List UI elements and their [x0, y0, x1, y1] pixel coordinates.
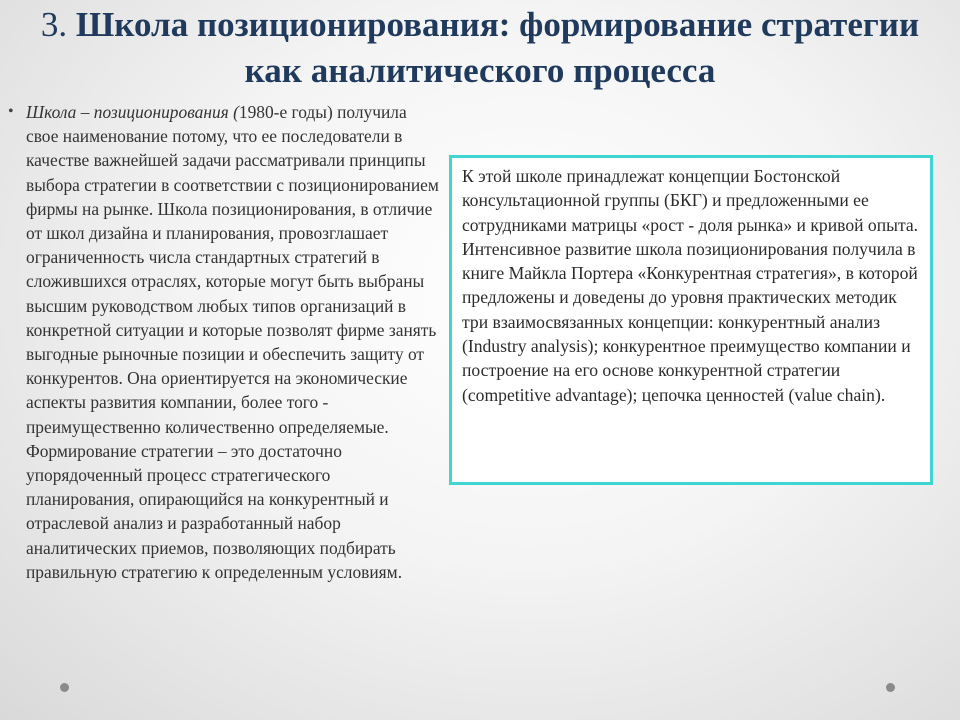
slide-title-text: Школа позиционирования: формирование стратегии как аналитического процесса — [75, 5, 920, 90]
bullet-marker: • — [8, 103, 14, 120]
left-paragraph-body: 1980-е годы) получила свое наименование потому, что ее последователи в качестве важнейшей задачи рассматривали принципы выбора стратегии в соответствии с позиционированием фирмы на рынке. Школа позиционирования, в отличие от школ дизайна и планирования, провозглашает ограниченность числа стандартных стратегий в сложившихся отраслях, которые могут быть выбраны высшим руководством любых типов организаций в конкретной ситуации и которые позволят фирме занять выгодные рыночные позиции и обеспечить защиту от конкурентов. Она ориентируется на экономические аспекты развития компании, более того - преимущественно количественно определяемые. Формирование стратегии – это достаточно упорядоченный процесс стратегического планирования, опирающийся на конкурентный и отраслевой анализ и разработанный набор аналитических приемов, позволяющих подбирать правильную стратегию к определенным условиям. — [26, 102, 439, 582]
left-paragraph-italic: Школа – позиционирования ( — [26, 102, 239, 122]
decorative-dot-left — [60, 683, 69, 692]
highlight-box-text: К этой школе принадлежат концепции Бостонской консультационной группы (БКГ) и предложенными ее сотрудниками матрицы «рост - доля рынка» и кривой опыта. Интенсивное развитие школа позиционирования получила в книге Майкла Портера «Конкурентная стратегия», в которой предложены и доведены до уровня практических методик три взаимосвязанных концепции: конкурентный анализ (Industry analysis); конкурентное преимущество компании и построение на его основе конкурентной стратегии (competitive advantage); цепочка ценностей (value chain). — [462, 166, 919, 405]
slide-title — [30, 2, 930, 94]
left-paragraph — [26, 100, 440, 584]
highlight-box — [449, 155, 933, 485]
slide-title-number: 3. — [40, 5, 68, 44]
decorative-dot-right — [886, 683, 895, 692]
left-text-column — [8, 100, 440, 584]
